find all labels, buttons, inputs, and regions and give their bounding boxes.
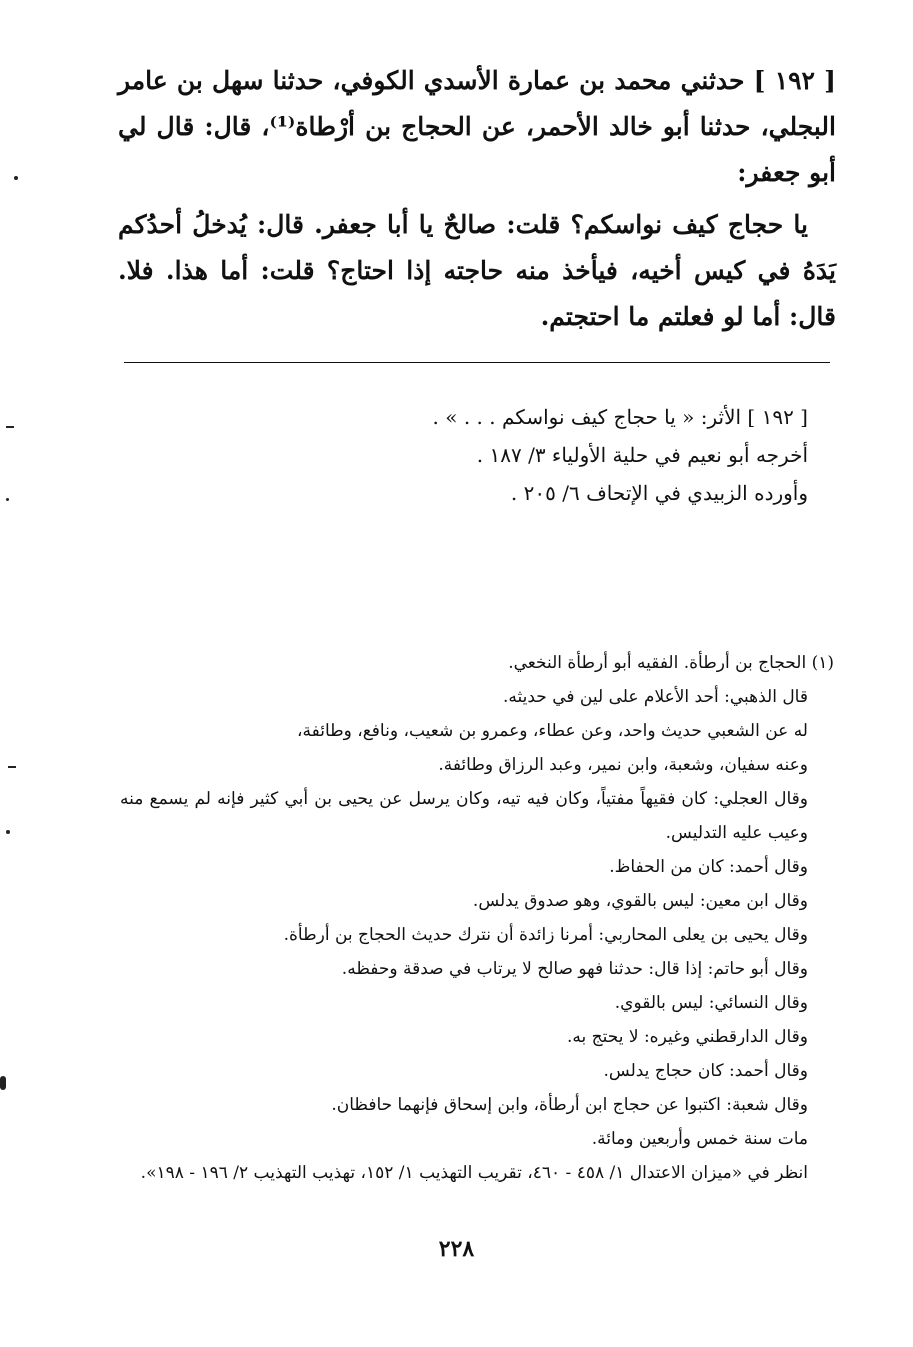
athar-source-line: وأورده الزبيدي في الإتحاف ٦/ ٢٠٥ . <box>510 481 808 505</box>
footnote-line: وقال النسائي: ليس بالقوي. <box>614 993 808 1013</box>
scan-mark <box>8 766 16 768</box>
footnote-line: وقال الدارقطني وغيره: لا يحتج به. <box>566 1027 808 1047</box>
footnote-divider <box>124 362 830 363</box>
hadith-matn-paragraph: يا حجاج كيف نواسكم؟ قلت: صالحٌ يا أبا جعفر. قال: يُدخلُ أحدُكم يَدَهُ في كيس أخيه، فيأخذ منه حاجته إذا احتاج؟ قلت: أما هذا. فلا. قال: أما لو فعلتم ما احتجتم. <box>118 210 836 331</box>
scan-mark <box>6 426 14 428</box>
footnote-line: له عن الشعبي حديث واحد، وعن عطاء، وعمرو بن شعيب، ونافع، وطائفة، <box>297 721 808 741</box>
footnote-line: وقال أبو حاتم: إذا قال: حدثنا فهو صالح لا يرتاب في صدقة وحفظه. <box>341 959 808 979</box>
scan-mark <box>0 1076 6 1090</box>
footnote-line: (١) الحجاج بن أرطأة. الفقيه أبو أرطأة النخعي. <box>508 653 834 673</box>
footnote-line: وقال أحمد: كان من الحفاظ. <box>609 857 808 877</box>
scan-mark <box>14 176 18 180</box>
main-text-block <box>118 58 836 340</box>
footnote-line: وقال أحمد: كان حجاج يدلس. <box>603 1061 808 1081</box>
footnote-line: وقال يحيى بن يعلى المحاربي: أمرنا زائدة أن نترك حديث الحجاج بن أرطأة. <box>283 925 808 945</box>
scan-mark <box>6 498 9 501</box>
footnote-line: وعنه سفيان، وشعبة، وابن نمير، وعبد الرزاق وطائفة. <box>438 755 808 775</box>
athar-source-line: أخرجه أبو نعيم في حلية الأولياء ٣/ ١٨٧ . <box>476 443 808 467</box>
athar-reference-block <box>300 398 808 512</box>
footnote-line: انظر في «ميزان الاعتدال ١/ ٤٥٨ - ٤٦٠، تقريب التهذيب ١/ ١٥٢، تهذيب التهذيب ٢/ ١٩٦ - ١٩٨». <box>140 1163 808 1183</box>
footnote-line: قال الذهبي: أحد الأعلام على لين في حديثه. <box>503 687 808 707</box>
athar-title-line: [ ١٩٢ ] الأثر: « يا حجاج كيف نواسكم . . . » . <box>432 405 808 429</box>
page-number: ٢٢٨ <box>438 1236 475 1262</box>
scan-mark <box>6 830 10 834</box>
footnote-line: وقال العجلي: كان فقيهاً مفتياً، وكان فيه تيه، وكان يرسل عن يحيى بن أبي كثير فإنه لم يسمع منه وعيب عليه التدليس. <box>120 789 808 843</box>
footnote-block <box>120 646 834 1190</box>
footnote-line: وقال ابن معين: ليس بالقوي، وهو صدوق يدلس. <box>472 891 808 911</box>
footnote-line: مات سنة خمس وأربعين ومائة. <box>591 1129 808 1149</box>
footnote-line: وقال شعبة: اكتبوا عن حجاج ابن أرطأة، وابن إسحاق فإنهما حافظان. <box>331 1095 808 1115</box>
hadith-isnad-paragraph: [ ١٩٢ ] حدثني محمد بن عمارة الأسدي الكوفي، حدثنا سهل بن عامر البجلي، حدثنا أبو خالد الأحمر، عن الحجاج بن أرْطاة⁽¹⁾، قال: قال لي أبو جعفر: <box>118 66 836 187</box>
